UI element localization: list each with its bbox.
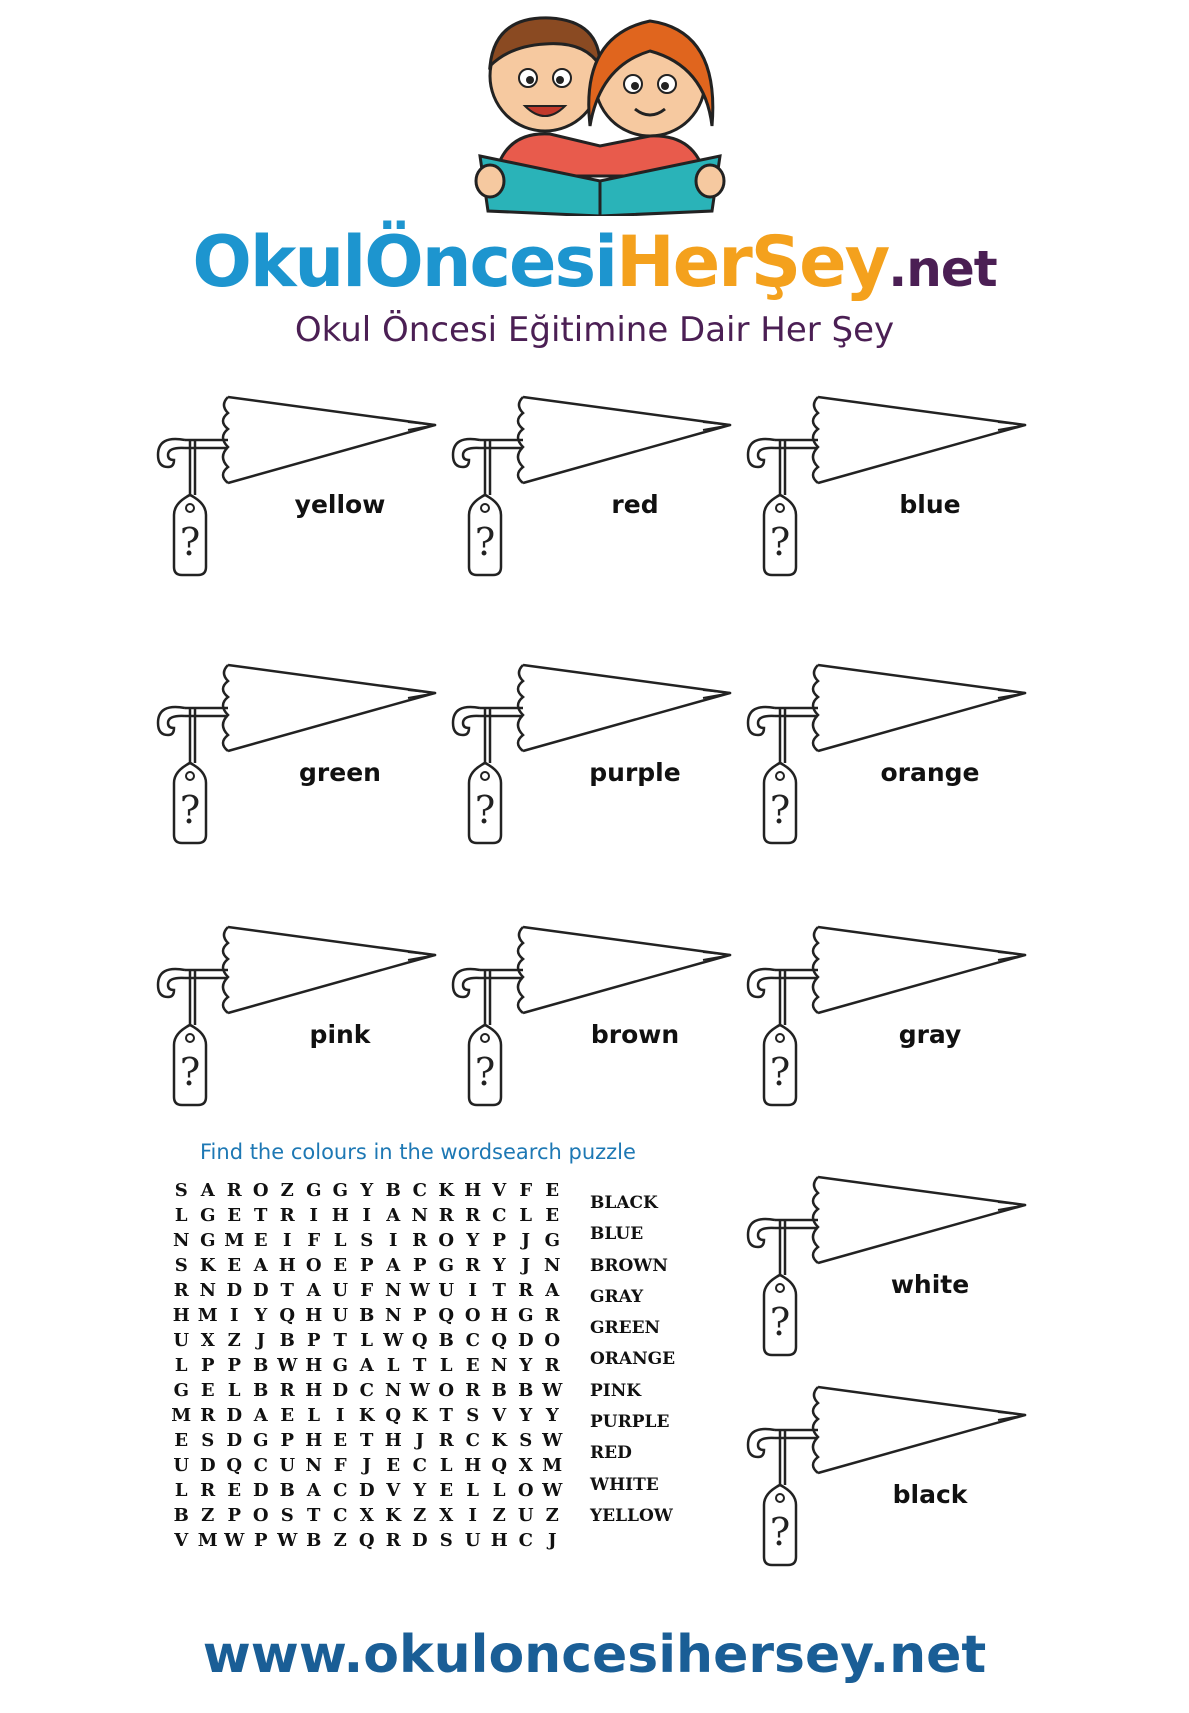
wordsearch-word: RED xyxy=(590,1443,632,1464)
wordsearch-letter[interactable]: D xyxy=(411,1530,428,1551)
wordsearch-letter[interactable]: U xyxy=(173,1455,190,1476)
wordsearch-letter[interactable]: T xyxy=(413,1355,427,1376)
wordsearch-letter[interactable]: O xyxy=(464,1305,481,1326)
wordsearch-letter[interactable]: U xyxy=(173,1330,190,1351)
umbrella-label: gray xyxy=(898,1020,962,1049)
wordsearch-letter[interactable]: E xyxy=(174,1430,189,1451)
wordsearch-letter[interactable]: R xyxy=(438,1205,454,1226)
wordsearch-letter[interactable]: E xyxy=(280,1405,295,1426)
wordsearch-letter[interactable]: J xyxy=(362,1455,372,1476)
wordsearch-letter[interactable]: Z xyxy=(492,1505,506,1526)
wordsearch-letter[interactable]: Y xyxy=(413,1480,427,1501)
wordsearch-letter[interactable]: I xyxy=(309,1205,318,1226)
wordsearch-letter[interactable]: S xyxy=(360,1230,374,1251)
wordsearch-letter[interactable]: H xyxy=(305,1305,323,1326)
wordsearch-letter[interactable]: Z xyxy=(201,1505,215,1526)
wordsearch-letter[interactable]: O xyxy=(438,1230,455,1251)
wordsearch-letter[interactable]: N xyxy=(199,1280,216,1301)
wordsearch-letter[interactable]: E xyxy=(545,1205,560,1226)
wordsearch-letter[interactable]: M xyxy=(197,1530,218,1551)
wordsearch-letter[interactable]: B xyxy=(491,1380,507,1401)
wordsearch-grid xyxy=(168,1178,566,1553)
umbrella-card-green xyxy=(150,663,440,848)
wordsearch-letter[interactable]: P xyxy=(412,1255,427,1276)
wordsearch-letter[interactable]: F xyxy=(307,1230,321,1251)
umbrella-label: red xyxy=(611,490,659,519)
wordsearch-letter[interactable]: Z xyxy=(280,1180,294,1201)
wordsearch-letter[interactable]: L xyxy=(174,1480,188,1501)
wordsearch-letter[interactable]: E xyxy=(386,1455,401,1476)
umbrella-card-brown xyxy=(445,925,735,1110)
wordsearch-letter[interactable]: B xyxy=(518,1380,534,1401)
wordsearch-letter[interactable]: M xyxy=(197,1305,218,1326)
wordsearch-letter[interactable]: W xyxy=(409,1380,430,1401)
wordsearch-letter[interactable]: D xyxy=(226,1430,243,1451)
umbrella-label: white xyxy=(890,1270,970,1299)
wordsearch-letter[interactable]: S xyxy=(439,1530,453,1551)
wordsearch-letter[interactable]: E xyxy=(227,1255,242,1276)
wordsearch-letter[interactable]: J xyxy=(521,1230,531,1251)
wordsearch-row xyxy=(168,1278,566,1303)
wordsearch-letter[interactable]: L xyxy=(307,1405,321,1426)
wordsearch-letter[interactable]: I xyxy=(468,1280,477,1301)
wordsearch-letter[interactable]: T xyxy=(333,1330,347,1351)
wordsearch-letter[interactable]: C xyxy=(465,1430,480,1451)
question-mark-icon: ? xyxy=(179,1050,201,1094)
wordsearch-letter[interactable]: P xyxy=(227,1355,242,1376)
wordsearch-letter[interactable]: Z xyxy=(333,1530,347,1551)
wordsearch-letter[interactable]: U xyxy=(332,1305,349,1326)
wordsearch-letter[interactable]: G xyxy=(438,1255,454,1276)
wordsearch-letter[interactable]: P xyxy=(492,1230,507,1251)
wordsearch-row xyxy=(168,1353,566,1378)
wordsearch-letter[interactable]: G xyxy=(200,1205,216,1226)
wordsearch-letter[interactable]: S xyxy=(174,1255,188,1276)
wordsearch-letter[interactable]: Q xyxy=(491,1330,508,1351)
wordsearch-letter[interactable]: R xyxy=(173,1280,189,1301)
wordsearch-letter[interactable]: D xyxy=(358,1480,375,1501)
wordsearch-word: PURPLE xyxy=(590,1412,670,1433)
wordsearch-word: GRAY xyxy=(590,1286,644,1307)
wordsearch-letter[interactable]: C xyxy=(333,1480,348,1501)
wordsearch-row xyxy=(168,1403,566,1428)
wordsearch-letter[interactable]: N xyxy=(385,1380,402,1401)
wordsearch-letter[interactable]: E xyxy=(545,1180,560,1201)
wordsearch-letter[interactable]: G xyxy=(306,1180,322,1201)
wordsearch-letter[interactable]: H xyxy=(490,1305,508,1326)
question-mark-icon: ? xyxy=(474,520,496,564)
wordsearch-letter[interactable]: R xyxy=(544,1355,560,1376)
wordsearch-letter[interactable]: H xyxy=(305,1380,323,1401)
wordsearch-letter[interactable]: W xyxy=(277,1355,298,1376)
wordsearch-letter[interactable]: K xyxy=(385,1505,402,1526)
wordsearch-row xyxy=(168,1178,566,1203)
wordsearch-word: YELLOW xyxy=(590,1505,673,1526)
wordsearch-letter[interactable]: Q xyxy=(279,1305,296,1326)
wordsearch-letter[interactable]: C xyxy=(518,1530,533,1551)
wordsearch-letter[interactable]: X xyxy=(439,1505,454,1526)
wordsearch-letter[interactable]: H xyxy=(278,1255,296,1276)
wordsearch-letter[interactable]: W xyxy=(277,1530,298,1551)
wordsearch-letter[interactable]: E xyxy=(333,1430,348,1451)
wordsearch-letter[interactable]: Y xyxy=(545,1405,559,1426)
wordsearch-letter[interactable]: S xyxy=(174,1180,188,1201)
wordsearch-letter[interactable]: L xyxy=(439,1355,453,1376)
wordsearch-word: PINK xyxy=(590,1380,642,1401)
umbrella-label: brown xyxy=(590,1020,680,1049)
wordsearch-letter[interactable]: L xyxy=(439,1455,453,1476)
wordsearch-letter[interactable]: V xyxy=(174,1530,189,1551)
wordsearch-letter[interactable]: D xyxy=(199,1455,216,1476)
wordsearch-letter[interactable]: H xyxy=(331,1205,349,1226)
wordsearch-letter[interactable]: R xyxy=(226,1180,242,1201)
wordsearch-letter[interactable]: W xyxy=(409,1280,430,1301)
children-reading-logo xyxy=(450,6,750,216)
wordsearch-word: WHITE xyxy=(590,1474,659,1495)
wordsearch-letter[interactable]: Y xyxy=(519,1355,533,1376)
wordsearch-letter[interactable]: L xyxy=(360,1330,374,1351)
wordsearch-letter[interactable]: A xyxy=(306,1480,321,1501)
wordsearch-letter[interactable]: L xyxy=(466,1480,480,1501)
wordsearch-letter[interactable]: I xyxy=(230,1305,239,1326)
wordsearch-letter[interactable]: R xyxy=(200,1405,216,1426)
wordsearch-letter[interactable]: R xyxy=(465,1380,481,1401)
question-mark-icon: ? xyxy=(769,1300,791,1344)
wordsearch-letter[interactable]: D xyxy=(517,1330,534,1351)
wordsearch-letter[interactable]: G xyxy=(253,1430,269,1451)
wordsearch-letter[interactable]: R xyxy=(465,1205,481,1226)
footer-url: www.okuloncesihersey.net xyxy=(202,1625,987,1685)
umbrella-card-blue xyxy=(740,395,1030,580)
umbrella-label: orange xyxy=(880,758,980,787)
wordsearch-letter[interactable]: P xyxy=(200,1355,215,1376)
wordsearch-letter[interactable]: D xyxy=(252,1280,269,1301)
wordsearch-letter[interactable]: S xyxy=(201,1430,215,1451)
brand-part-okuloncesi: OkulÖncesi xyxy=(192,221,617,303)
question-mark-icon: ? xyxy=(769,788,791,832)
wordsearch-row xyxy=(168,1478,566,1503)
wordsearch-letter[interactable]: B xyxy=(385,1180,401,1201)
wordsearch-letter[interactable]: Q xyxy=(491,1455,508,1476)
wordsearch-letter[interactable]: Q xyxy=(411,1330,428,1351)
wordsearch-letter[interactable]: L xyxy=(227,1380,241,1401)
wordsearch-letter[interactable]: O xyxy=(517,1480,534,1501)
question-mark-icon: ? xyxy=(769,1510,791,1554)
wordsearch-letter[interactable]: M xyxy=(542,1455,563,1476)
wordsearch-letter[interactable]: H xyxy=(464,1180,482,1201)
wordsearch-letter[interactable]: I xyxy=(336,1405,345,1426)
wordsearch-letter[interactable]: B xyxy=(359,1305,375,1326)
wordsearch-letter[interactable]: G xyxy=(518,1305,534,1326)
wordsearch-letter[interactable]: R xyxy=(279,1380,295,1401)
wordsearch-letter[interactable]: X xyxy=(200,1330,215,1351)
brand-part-hersey: HerŞey xyxy=(616,221,889,303)
wordsearch-letter[interactable]: D xyxy=(332,1380,349,1401)
wordsearch-letter[interactable]: Y xyxy=(519,1405,533,1426)
wordsearch-letter[interactable]: A xyxy=(200,1180,215,1201)
wordsearch-row xyxy=(168,1253,566,1278)
wordsearch-letter[interactable]: O xyxy=(252,1180,269,1201)
wordsearch-letter[interactable]: F xyxy=(519,1180,533,1201)
wordsearch-letter[interactable]: G xyxy=(173,1380,189,1401)
brand-title xyxy=(0,222,1189,309)
wordsearch-letter[interactable]: T xyxy=(360,1430,374,1451)
wordsearch-letter[interactable]: B xyxy=(306,1530,322,1551)
wordsearch-letter[interactable]: C xyxy=(412,1455,427,1476)
wordsearch-letter[interactable]: R xyxy=(385,1530,401,1551)
wordsearch-row xyxy=(168,1203,566,1228)
umbrella-label: black xyxy=(892,1480,968,1509)
umbrella-card-white xyxy=(740,1175,1030,1360)
wordsearch-word: ORANGE xyxy=(590,1349,676,1370)
wordsearch-letter[interactable]: A xyxy=(253,1255,268,1276)
wordsearch-letter[interactable]: Y xyxy=(360,1180,374,1201)
wordsearch-letter[interactable]: E xyxy=(227,1480,242,1501)
wordsearch-letter[interactable]: Z xyxy=(413,1505,427,1526)
wordsearch-letter[interactable]: A xyxy=(253,1405,268,1426)
wordsearch-letter[interactable]: R xyxy=(465,1255,481,1276)
wordsearch-letter[interactable]: K xyxy=(491,1430,508,1451)
wordsearch-letter[interactable]: Q xyxy=(358,1530,375,1551)
wordsearch-letter[interactable]: V xyxy=(492,1405,507,1426)
wordsearch-letter[interactable]: Z xyxy=(545,1505,559,1526)
wordsearch-letter[interactable]: H xyxy=(464,1455,482,1476)
wordsearch-letter[interactable]: N xyxy=(385,1305,402,1326)
wordsearch-letter[interactable]: O xyxy=(252,1505,269,1526)
question-mark-icon: ? xyxy=(769,520,791,564)
umbrella-card-pink xyxy=(150,925,440,1110)
wordsearch-letter[interactable]: D xyxy=(226,1280,243,1301)
wordsearch-letter[interactable]: I xyxy=(389,1230,398,1251)
wordsearch-letter[interactable]: K xyxy=(358,1405,375,1426)
wordsearch-letter[interactable]: Q xyxy=(226,1455,243,1476)
wordsearch-letter[interactable]: E xyxy=(253,1230,268,1251)
wordsearch-letter[interactable]: S xyxy=(466,1405,480,1426)
wordsearch-letter[interactable]: T xyxy=(307,1505,321,1526)
wordsearch-letter[interactable]: F xyxy=(360,1280,374,1301)
wordsearch-word-list xyxy=(590,1193,675,1537)
umbrella-card-gray xyxy=(740,925,1030,1110)
brand-part-net: .net xyxy=(888,240,997,298)
wordsearch-letter[interactable]: W xyxy=(542,1380,563,1401)
wordsearch-letter[interactable]: U xyxy=(438,1280,455,1301)
wordsearch-letter[interactable]: B xyxy=(173,1505,189,1526)
wordsearch-letter[interactable]: U xyxy=(464,1530,481,1551)
wordsearch-letter[interactable]: J xyxy=(521,1255,531,1276)
wordsearch-letter[interactable]: C xyxy=(492,1205,507,1226)
umbrella-card-orange xyxy=(740,663,1030,848)
wordsearch-letter[interactable]: P xyxy=(412,1305,427,1326)
umbrella-label: blue xyxy=(899,490,961,519)
wordsearch-letter[interactable]: R xyxy=(200,1480,216,1501)
umbrella-label: purple xyxy=(589,758,681,787)
wordsearch-instruction: Find the colours in the wordsearch puzzle xyxy=(200,1140,636,1164)
wordsearch-letter[interactable]: W xyxy=(542,1480,563,1501)
umbrella-label: pink xyxy=(309,1020,371,1049)
wordsearch-letter[interactable]: B xyxy=(253,1380,269,1401)
wordsearch-letter[interactable]: M xyxy=(224,1230,245,1251)
wordsearch-letter[interactable]: R xyxy=(518,1280,534,1301)
wordsearch-row xyxy=(168,1528,566,1553)
wordsearch-letter[interactable]: E xyxy=(439,1480,454,1501)
wordsearch-letter[interactable]: Q xyxy=(438,1305,455,1326)
wordsearch-letter[interactable]: R xyxy=(438,1430,454,1451)
wordsearch-letter[interactable]: L xyxy=(174,1355,188,1376)
question-mark-icon: ? xyxy=(179,520,201,564)
wordsearch-letter[interactable]: T xyxy=(254,1205,268,1226)
wordsearch-letter[interactable]: W xyxy=(542,1430,563,1451)
wordsearch-letter[interactable]: X xyxy=(359,1505,374,1526)
wordsearch-letter[interactable]: O xyxy=(305,1255,322,1276)
wordsearch-letter[interactable]: L xyxy=(492,1480,506,1501)
wordsearch-row xyxy=(168,1428,566,1453)
wordsearch-letter[interactable]: R xyxy=(279,1205,295,1226)
wordsearch-letter[interactable]: M xyxy=(171,1405,192,1426)
wordsearch-letter[interactable]: N xyxy=(305,1455,322,1476)
wordsearch-letter[interactable]: C xyxy=(253,1455,268,1476)
wordsearch-letter[interactable]: P xyxy=(227,1505,242,1526)
wordsearch-letter[interactable]: J xyxy=(547,1530,557,1551)
question-mark-icon: ? xyxy=(474,1050,496,1094)
wordsearch-letter[interactable]: P xyxy=(306,1330,321,1351)
wordsearch-row xyxy=(168,1303,566,1328)
wordsearch-letter[interactable]: H xyxy=(172,1305,190,1326)
wordsearch-letter[interactable]: F xyxy=(333,1455,347,1476)
wordsearch-letter[interactable]: N xyxy=(544,1255,561,1276)
question-mark-icon: ? xyxy=(769,1050,791,1094)
wordsearch-letter[interactable]: K xyxy=(199,1255,216,1276)
wordsearch-letter[interactable]: O xyxy=(438,1380,455,1401)
wordsearch-letter[interactable]: N xyxy=(173,1230,190,1251)
wordsearch-letter[interactable]: G xyxy=(200,1230,216,1251)
wordsearch-letter[interactable]: T xyxy=(492,1280,506,1301)
wordsearch-letter[interactable]: O xyxy=(544,1330,561,1351)
wordsearch-row xyxy=(168,1503,566,1528)
wordsearch-letter[interactable]: W xyxy=(383,1330,404,1351)
wordsearch-letter[interactable]: A xyxy=(306,1280,321,1301)
wordsearch-letter[interactable]: S xyxy=(519,1430,533,1451)
wordsearch-letter[interactable]: P xyxy=(280,1430,295,1451)
wordsearch-letter[interactable]: I xyxy=(362,1205,371,1226)
wordsearch-letter[interactable]: H xyxy=(384,1430,402,1451)
wordsearch-letter[interactable]: B xyxy=(253,1355,269,1376)
wordsearch-letter[interactable]: Y xyxy=(466,1230,480,1251)
wordsearch-word: BROWN xyxy=(590,1255,668,1276)
umbrella-card-red xyxy=(445,395,735,580)
umbrella-card-purple xyxy=(445,663,735,848)
umbrella-label: green xyxy=(299,758,381,787)
wordsearch-letter[interactable]: E xyxy=(227,1205,242,1226)
wordsearch-letter[interactable]: P xyxy=(359,1255,374,1276)
wordsearch-letter[interactable]: I xyxy=(468,1505,477,1526)
wordsearch-letter[interactable]: L xyxy=(386,1355,400,1376)
wordsearch-letter[interactable]: C xyxy=(359,1380,374,1401)
wordsearch-letter[interactable]: K xyxy=(411,1405,428,1426)
wordsearch-letter[interactable]: H xyxy=(305,1355,323,1376)
wordsearch-letter[interactable]: A xyxy=(386,1255,401,1276)
wordsearch-letter[interactable]: G xyxy=(544,1230,560,1251)
umbrella-card-black xyxy=(740,1385,1030,1570)
wordsearch-letter[interactable]: T xyxy=(439,1405,453,1426)
wordsearch-letter[interactable]: N xyxy=(491,1355,508,1376)
wordsearch-letter[interactable]: H xyxy=(490,1530,508,1551)
wordsearch-letter[interactable]: G xyxy=(332,1355,348,1376)
wordsearch-letter[interactable]: P xyxy=(253,1530,268,1551)
wordsearch-letter[interactable]: V xyxy=(492,1180,507,1201)
umbrella-card-yellow xyxy=(150,395,440,580)
wordsearch-letter[interactable]: T xyxy=(280,1280,294,1301)
wordsearch-letter[interactable]: N xyxy=(385,1280,402,1301)
wordsearch-letter[interactable]: C xyxy=(465,1330,480,1351)
wordsearch-letter[interactable]: S xyxy=(280,1505,294,1526)
wordsearch-letter[interactable]: C xyxy=(333,1505,348,1526)
wordsearch-letter[interactable]: Q xyxy=(385,1405,402,1426)
wordsearch-letter[interactable]: U xyxy=(332,1280,349,1301)
wordsearch-letter[interactable]: U xyxy=(279,1455,296,1476)
wordsearch-letter[interactable]: L xyxy=(519,1205,533,1226)
question-mark-icon: ? xyxy=(179,788,201,832)
wordsearch-letter[interactable]: Z xyxy=(227,1330,241,1351)
wordsearch-letter[interactable]: D xyxy=(226,1405,243,1426)
wordsearch-word: BLACK xyxy=(590,1193,658,1213)
wordsearch-row xyxy=(168,1453,566,1478)
wordsearch-letter[interactable]: E xyxy=(333,1255,348,1276)
wordsearch-row xyxy=(168,1378,566,1403)
wordsearch-letter[interactable]: Y xyxy=(492,1255,506,1276)
wordsearch-letter[interactable]: D xyxy=(252,1480,269,1501)
wordsearch-letter[interactable]: V xyxy=(386,1480,401,1501)
wordsearch-letter[interactable]: B xyxy=(279,1330,295,1351)
wordsearch-word: BLUE xyxy=(590,1224,644,1245)
wordsearch-letter[interactable]: G xyxy=(332,1180,348,1201)
wordsearch-letter[interactable]: I xyxy=(283,1230,292,1251)
wordsearch-letter[interactable]: L xyxy=(174,1205,188,1226)
wordsearch-letter[interactable]: X xyxy=(518,1455,533,1476)
wordsearch-letter[interactable]: R xyxy=(412,1230,428,1251)
wordsearch-letter[interactable]: E xyxy=(200,1380,215,1401)
wordsearch-row xyxy=(168,1328,566,1353)
wordsearch-letter[interactable]: A xyxy=(545,1280,560,1301)
wordsearch-row xyxy=(168,1228,566,1253)
umbrella-label: yellow xyxy=(294,490,386,519)
wordsearch-letter[interactable]: B xyxy=(438,1330,454,1351)
wordsearch-letter[interactable]: Y xyxy=(254,1305,268,1326)
wordsearch-letter[interactable]: C xyxy=(412,1180,427,1201)
wordsearch-letter[interactable]: N xyxy=(411,1205,428,1226)
wordsearch-letter[interactable]: W xyxy=(224,1530,245,1551)
wordsearch-letter[interactable]: A xyxy=(359,1355,374,1376)
wordsearch-letter[interactable]: H xyxy=(305,1430,323,1451)
wordsearch-letter[interactable]: U xyxy=(517,1505,534,1526)
wordsearch-letter[interactable]: B xyxy=(279,1480,295,1501)
wordsearch-letter[interactable]: L xyxy=(333,1230,347,1251)
wordsearch-letter[interactable]: J xyxy=(256,1330,266,1351)
question-mark-icon: ? xyxy=(474,788,496,832)
wordsearch-letter[interactable]: R xyxy=(544,1305,560,1326)
wordsearch-letter[interactable]: E xyxy=(465,1355,480,1376)
brand-subtitle: Okul Öncesi Eğitimine Dair Her Şey xyxy=(294,310,895,350)
wordsearch-word: GREEN xyxy=(590,1318,661,1339)
wordsearch-letter[interactable]: A xyxy=(386,1205,401,1226)
wordsearch-letter[interactable]: K xyxy=(438,1180,455,1201)
wordsearch-letter[interactable]: J xyxy=(415,1430,425,1451)
